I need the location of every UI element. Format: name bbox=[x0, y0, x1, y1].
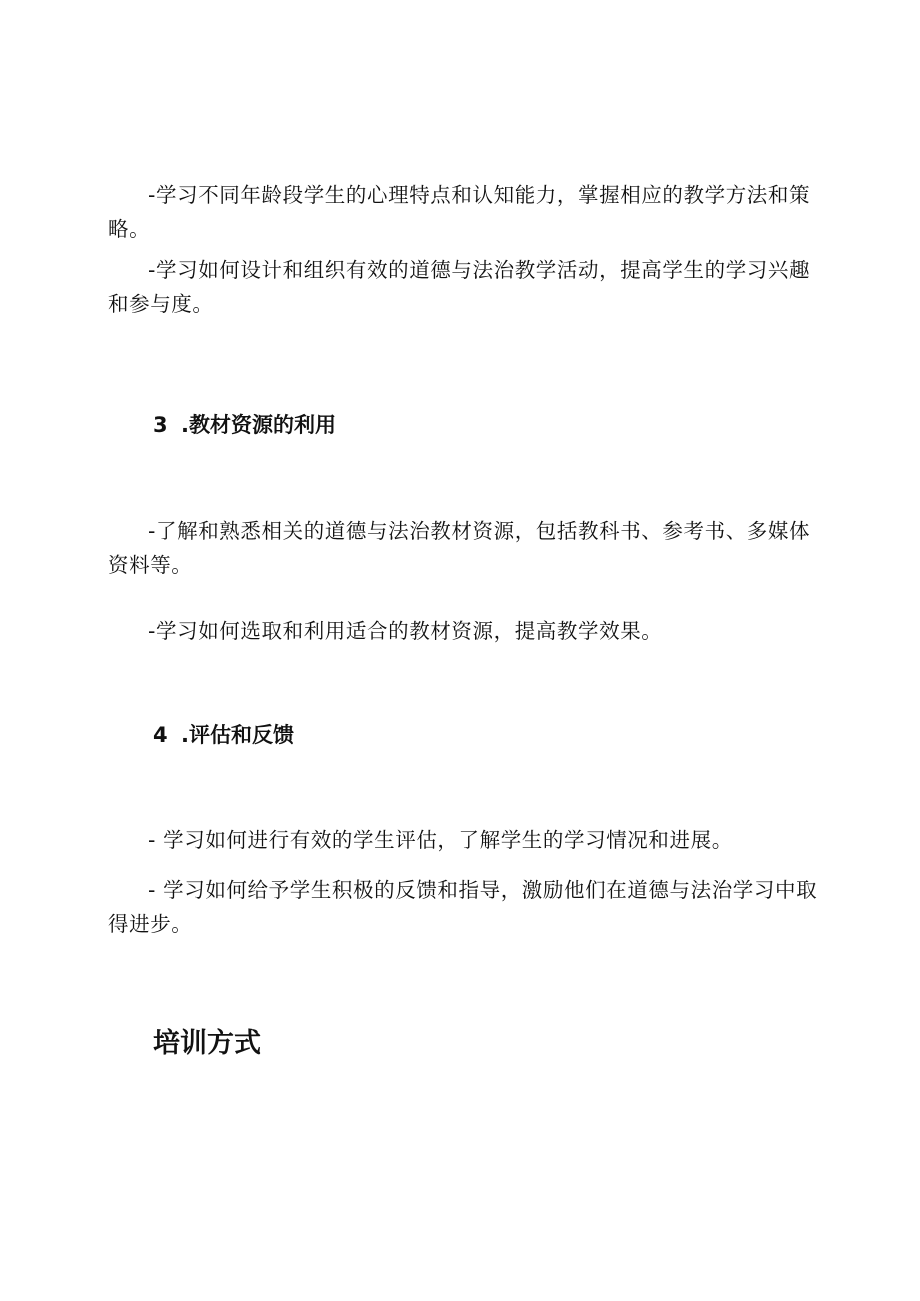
section-number: 4 bbox=[153, 723, 168, 747]
list-item: -了解和熟悉相关的道德与法治教材资源，包括教科书、参考书、多媒体资料等。 bbox=[108, 519, 811, 577]
section-heading bbox=[153, 410, 336, 440]
list-item: - 学习如何给予学生积极的反馈和指导，激励他们在道德与法治学习中取得进步。 bbox=[108, 878, 818, 936]
section-title: .教材资源的利用 bbox=[181, 413, 336, 437]
list-item: -学习如何选取和利用适合的教材资源，提高教学效果。 bbox=[148, 619, 663, 643]
list-item: - 学习如何进行有效的学生评估，了解学生的学习情况和进展。 bbox=[148, 828, 733, 852]
list-item: -学习不同年龄段学生的心理特点和认知能力，掌握相应的教学方法和策略。 bbox=[108, 183, 811, 241]
section-title: .评估和反馈 bbox=[181, 723, 294, 747]
section-number: 3 bbox=[153, 413, 168, 437]
section-heading bbox=[153, 720, 294, 750]
section-title-training: 培训方式 bbox=[153, 1028, 261, 1059]
list-item: -学习如何设计和组织有效的道德与法治教学活动，提高学生的学习兴趣和参与度。 bbox=[108, 258, 811, 316]
